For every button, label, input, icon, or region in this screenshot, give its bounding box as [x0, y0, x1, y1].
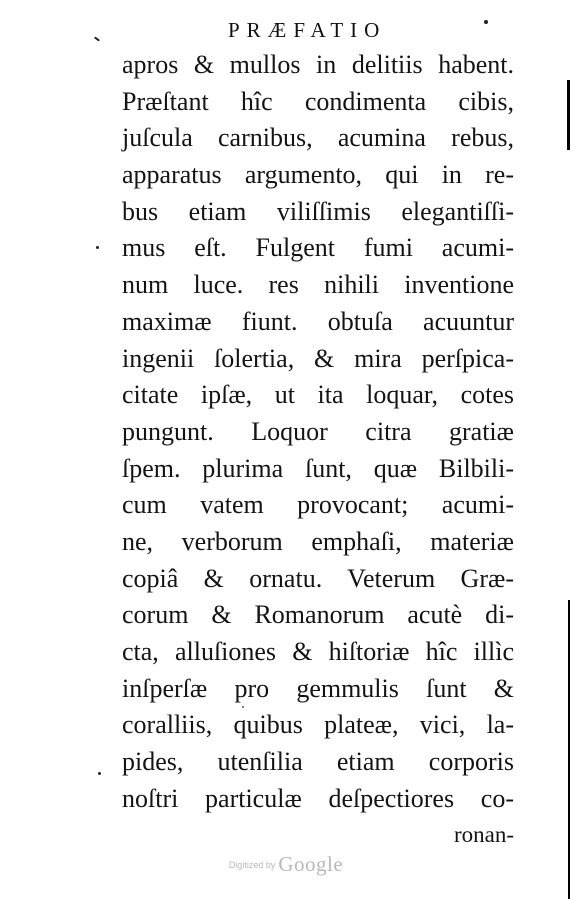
- text-line: coralliis, quibus plateæ, vici, la-: [122, 710, 514, 740]
- text-line: ne, verborum emphaſi, materiæ: [122, 526, 514, 556]
- scan-speck: [98, 772, 101, 775]
- scan-speck: [94, 36, 100, 41]
- text-line: cta, alluſiones & hiſtoriæ hîc illìc: [122, 637, 514, 666]
- text-line: ſpem. plurima ſunt, quæ Bilbili-: [122, 453, 514, 483]
- body-text: [122, 47, 514, 854]
- text-line: cum vatem provocant; acumi-: [122, 490, 514, 520]
- digitization-watermark: [0, 852, 572, 877]
- text-line: corum & Romanorum acutè di-: [122, 600, 514, 630]
- google-logo: Google: [278, 852, 344, 876]
- text-line: mus eſt. Fulgent fumi acumi-: [122, 233, 514, 263]
- page-edge-shadow: [567, 80, 570, 150]
- text-line: noſtri particulæ deſpectiores co-: [122, 783, 514, 813]
- catchword: ronan-: [453, 822, 514, 848]
- scan-speck: [242, 706, 244, 708]
- text-line: maximæ fiunt. obtuſa acuuntur: [122, 306, 514, 336]
- text-line: inſperſæ pro gemmulis ſunt &: [122, 673, 514, 703]
- text-line: citate ipſæ, ut ita loquar, cotes: [122, 380, 514, 410]
- text-line: pungunt. Loquor citra gratiæ: [122, 416, 514, 446]
- running-head: PRÆFATIO: [228, 18, 387, 42]
- text-line: copiâ & ornatu. Veterum Græ-: [122, 563, 514, 593]
- text-line: pides, utenſilia etiam corporis: [122, 747, 514, 777]
- text-line: apros & mullos in delitiis habent.: [122, 50, 514, 79]
- text-line: Præſtant hîc condimenta cibis,: [122, 86, 514, 116]
- scan-speck: [484, 20, 488, 24]
- text-line: bus etiam viliſſimis elegantiſſi-: [122, 196, 514, 226]
- text-line: ingenii ſolertia, & mira perſpica-: [122, 343, 514, 373]
- digitized-label: Digitized by: [228, 859, 276, 870]
- scan-speck: [96, 246, 99, 249]
- text-line: juſcula carnibus, acumina rebus,: [122, 123, 514, 153]
- text-line: apparatus argumento, qui in re-: [122, 160, 514, 190]
- text-line: num luce. res nihili inventione: [122, 270, 514, 300]
